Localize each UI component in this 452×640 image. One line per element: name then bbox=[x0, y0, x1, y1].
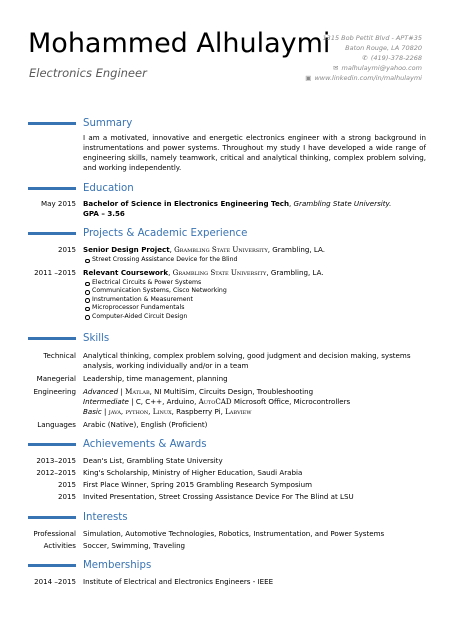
section-bar bbox=[28, 122, 76, 125]
section-bar bbox=[28, 516, 76, 519]
project-date: 2015 bbox=[57, 245, 76, 254]
achievement-text: Invited Presentation, Street Crossing Assistance Device For The Blind at LSU bbox=[83, 492, 354, 501]
skill-technical: Analytical thinking, complex problem solving, good judgment and decision making, systems analysis, working individually and/or in a team bbox=[83, 351, 411, 370]
achievements-title: Achievements & Awards bbox=[83, 439, 207, 450]
summary-text: I am a motivated, innovative and energetic electronics engineer with a strong background in instrumentations and power systems. Throughout my study I have developed a wide range of engineering skills, namely teamwork, critical and analytical thinking, complex problem solving, and working independently. bbox=[83, 133, 426, 172]
interests-section-header bbox=[0, 511, 452, 525]
level-label: Intermediate bbox=[83, 397, 129, 406]
achievement-date: 2013–2015 bbox=[36, 456, 76, 465]
education-body: Bachelor of Science in Electronics Engineering Tech, Grambling State University. GPA – 3.56 bbox=[83, 199, 392, 218]
achievement-text: First Place Winner, Spring 2015 Grambling Research Symposium bbox=[83, 480, 313, 489]
project-org: Grambling State University bbox=[174, 245, 268, 254]
phone-line bbox=[305, 53, 422, 63]
list-item: Instrumentation & Measurement bbox=[83, 296, 426, 304]
job-title: Electronics Engineer bbox=[29, 66, 147, 80]
address-line-2: Baton Rouge, LA 70820 bbox=[345, 44, 422, 52]
project-name: Relevant Coursework bbox=[83, 268, 169, 277]
level-label: Basic bbox=[83, 407, 102, 416]
linkedin-icon: ▣ bbox=[305, 74, 312, 82]
interest-label: Activities bbox=[43, 541, 76, 550]
education-date: May 2015 bbox=[41, 199, 76, 208]
achievement-date: 2015 bbox=[57, 492, 76, 501]
project-items bbox=[83, 256, 426, 264]
phone-icon: ✆ bbox=[362, 54, 368, 62]
interest-professional: Simulation, Automotive Technologies, Robotics, Instrumentation, and Power Systems bbox=[83, 529, 385, 538]
skills-title: Skills bbox=[83, 333, 110, 344]
skill-label: Manegerial bbox=[36, 374, 76, 383]
membership-text: Institute of Electrical and Electronics Engineers - IEEE bbox=[83, 577, 274, 586]
skill-label: Engineering bbox=[33, 387, 76, 396]
achievement-text: Dean's List, Grambling State University bbox=[83, 456, 223, 465]
project-date: 2011 –2015 bbox=[34, 268, 76, 277]
list-item: Street Crossing Assistance Device for the Blind bbox=[83, 256, 426, 264]
section-bar bbox=[28, 337, 76, 340]
level-label: Advanced bbox=[83, 387, 119, 396]
interest-label: Professional bbox=[33, 529, 76, 538]
membership-date: 2014 –2015 bbox=[34, 577, 76, 586]
education-section-header bbox=[0, 182, 452, 196]
section-bar bbox=[28, 232, 76, 235]
skill-label: Technical bbox=[43, 351, 76, 360]
contact-block bbox=[305, 33, 422, 83]
achievements-section-header bbox=[0, 438, 452, 452]
section-bar bbox=[28, 443, 76, 446]
skill-label: Languages bbox=[37, 420, 76, 429]
skills-section-header bbox=[0, 332, 452, 346]
summary-section-header bbox=[0, 117, 452, 131]
envelope-icon: ✉ bbox=[333, 64, 339, 72]
skill-managerial: Leadership, time management, planning bbox=[83, 374, 228, 383]
projects-title: Projects & Academic Experience bbox=[83, 228, 248, 239]
skill-languages: Arabic (Native), English (Proficient) bbox=[83, 420, 208, 429]
list-item: Communication Systems, Cisco Networking bbox=[83, 287, 426, 295]
memberships-section-header bbox=[0, 559, 452, 573]
school: Grambling State University. bbox=[293, 199, 392, 208]
achievement-text: King's Scholarship, Ministry of Higher Education, Saudi Arabia bbox=[83, 468, 303, 477]
email-address[interactable]: malhulaymi@yahoo.com bbox=[341, 64, 422, 72]
linkedin-line[interactable] bbox=[305, 73, 422, 83]
skill-engineering: Advanced | Matlab, NI MultiSim, Circuits Design, Troubleshooting Intermediate | C, C++, Arduino, AutoCAD Microsoft Office, Microcontrollers Basic | java, python, Linux, Raspberry Pi, Labview bbox=[83, 387, 351, 416]
email-line[interactable] bbox=[305, 63, 422, 73]
achievement-date: 2012–2015 bbox=[36, 468, 76, 477]
memberships-title: Memberships bbox=[83, 560, 152, 571]
address-line-1: 1315 Bob Pettit Blvd - APT#35 bbox=[322, 34, 422, 42]
candidate-name: Mohammed Alhulaymi bbox=[28, 28, 331, 59]
gpa: GPA – 3.56 bbox=[83, 209, 125, 218]
projects-section-header bbox=[0, 227, 452, 241]
achievement-date: 2015 bbox=[57, 480, 76, 489]
project-name: Senior Design Project bbox=[83, 245, 170, 254]
project-org: Grambling State University bbox=[172, 268, 267, 277]
section-bar bbox=[28, 187, 76, 190]
list-item: Electrical Circuits & Power Systems bbox=[83, 279, 426, 287]
project-place: , Grambling, LA. bbox=[266, 268, 324, 277]
list-item: Computer-Aided Circuit Design bbox=[83, 313, 426, 321]
interest-activities: Soccer, Swimming, Traveling bbox=[83, 541, 186, 550]
education-title: Education bbox=[83, 183, 134, 194]
degree: Bachelor of Science in Electronics Engineering Tech bbox=[83, 199, 290, 208]
summary-title: Summary bbox=[83, 118, 133, 129]
project-place: , Grambling, LA. bbox=[267, 245, 326, 254]
coursework-items bbox=[83, 279, 426, 321]
section-bar bbox=[28, 564, 76, 567]
interests-title: Interests bbox=[83, 512, 128, 523]
list-item: Microprocessor Fundamentals bbox=[83, 304, 426, 312]
linkedin-url[interactable]: www.linkedin.com/in/malhulaymi bbox=[314, 74, 422, 82]
phone-number: (419)-378-2268 bbox=[370, 54, 422, 62]
